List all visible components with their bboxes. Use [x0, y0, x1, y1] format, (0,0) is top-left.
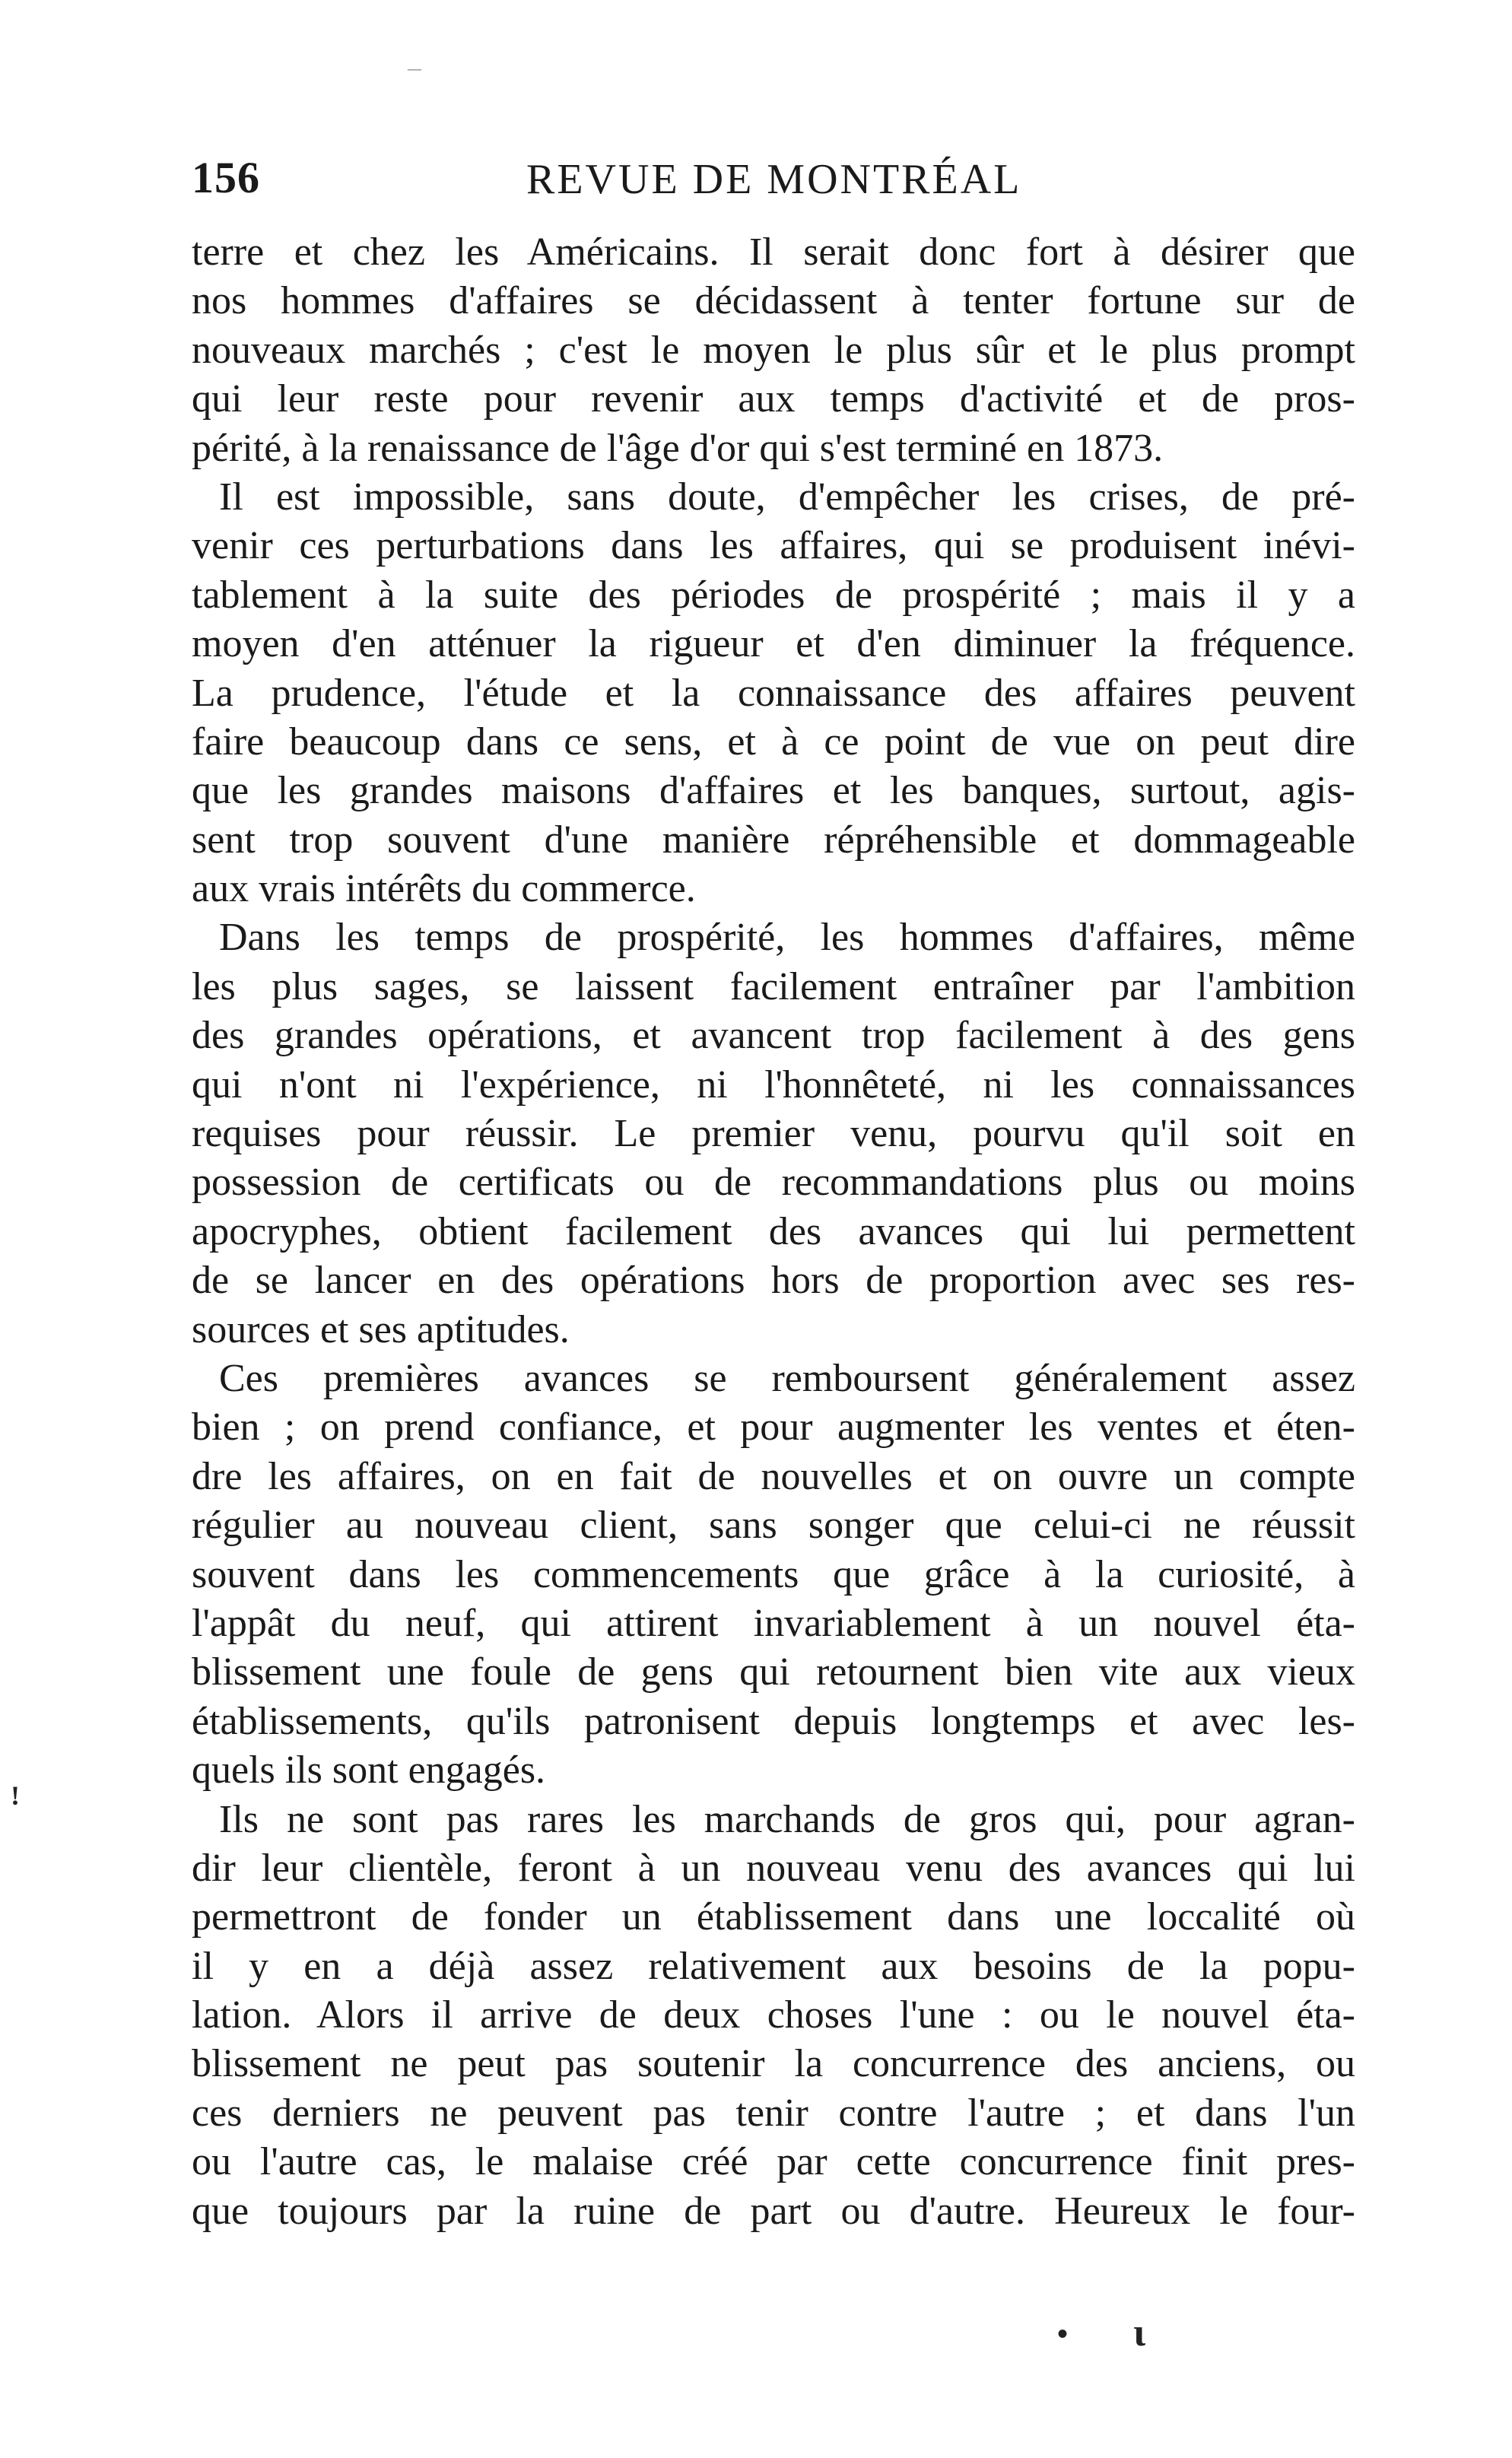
text-line: régulier au nouveau client, sans songer que celui-ci ne réussit	[192, 1504, 1355, 1548]
text-line: ou l'autre cas, le malaise créé par cette concurrence finit pres-	[192, 2140, 1355, 2184]
text-line: blissement une foule de gens qui retournent bien vite aux vieux	[192, 1650, 1355, 1694]
text-line: aux vrais intérêts du commerce.	[192, 867, 696, 911]
stray-mark-left: !	[11, 1780, 20, 1811]
page-number: 156	[192, 153, 260, 202]
text-line: sent trop souvent d'une manière répréhensible et dommageable	[192, 818, 1355, 862]
text-line: Il est impossible, sans doute, d'empêcher les crises, de pré-	[219, 475, 1355, 519]
stray-mark-bottom-dot: •	[1057, 2317, 1069, 2351]
text-line: périté, à la renaissance de l'âge d'or qui s'est terminé en 1873.	[192, 426, 1164, 470]
text-line: des grandes opérations, et avancent trop facilement à des gens	[192, 1014, 1355, 1058]
text-line: l'appât du neuf, qui attirent invariablement à un nouvel éta-	[192, 1601, 1355, 1645]
text-line: moyen d'en atténuer la rigueur et d'en diminuer la fréquence.	[192, 622, 1355, 666]
text-line: qui n'ont ni l'expérience, ni l'honnêteté, ni les connaissances	[192, 1062, 1355, 1107]
text-line: qui leur reste pour revenir aux temps d'activité et de pros-	[192, 377, 1355, 421]
text-line: les plus sages, se laissent facilement entraîner par l'ambition	[192, 964, 1355, 1008]
running-title: REVUE DE MONTRÉAL	[526, 156, 1022, 203]
text-line: sources et ses aptitudes.	[192, 1307, 570, 1351]
text-line: souvent dans les commencements que grâce à la curiosité, à	[192, 1552, 1355, 1596]
text-line: établissements, qu'ils patronisent depuis longtemps et avec les-	[192, 1699, 1355, 1743]
text-line: tablement à la suite des périodes de prospérité ; mais il y a	[192, 573, 1355, 617]
text-line: apocryphes, obtient facilement des avances qui lui permettent	[192, 1209, 1355, 1253]
text-line: permettront de fonder un établissement dans une loccalité où	[192, 1895, 1355, 1939]
text-line: terre et chez les Américains. Il serait donc fort à désirer que	[192, 230, 1355, 274]
text-line: requises pour réussir. Le premier venu, pourvu qu'il soit en	[192, 1112, 1355, 1156]
text-line: quels ils sont engagés.	[192, 1748, 546, 1793]
text-line: ces derniers ne peuvent pas tenir contre l'autre ; et dans l'un	[192, 2091, 1355, 2135]
text-line: que toujours par la ruine de part ou d'autre. Heureux le four-	[192, 2189, 1355, 2233]
text-line: bien ; on prend confiance, et pour augmenter les ventes et éten-	[192, 1405, 1355, 1450]
text-line: Dans les temps de prospérité, les hommes d'affaires, même	[219, 916, 1355, 960]
text-line: il y en a déjà assez relativement aux besoins de la popu-	[192, 1944, 1355, 1988]
stray-mark-bottom-tick: ι	[1133, 2311, 1146, 2355]
text-line: nos hommes d'affaires se décidassent à tenter fortune sur de	[192, 279, 1355, 323]
text-line: nouveaux marchés ; c'est le moyen le plus sûr et le plus prompt	[192, 328, 1355, 372]
text-line: faire beaucoup dans ce sens, et à ce point de vue on peut dire	[192, 719, 1355, 764]
text-line: Ils ne sont pas rares les marchands de gros qui, pour agran-	[219, 1797, 1355, 1841]
body-text	[192, 228, 1355, 2236]
running-head	[192, 152, 1355, 213]
text-line: possession de certificats ou de recommandations plus ou moins	[192, 1161, 1355, 1205]
text-line: Ces premières avances se remboursent généralement assez	[219, 1356, 1355, 1400]
text-line: venir ces perturbations dans les affaires, qui se produisent inévi-	[192, 524, 1355, 568]
text-line: lation. Alors il arrive de deux choses l'une : ou le nouvel éta-	[192, 1993, 1355, 2037]
text-line: de se lancer en des opérations hors de proportion avec ses res-	[192, 1259, 1355, 1303]
text-line: blissement ne peut pas soutenir la concurrence des anciens, ou	[192, 2042, 1355, 2086]
text-line: que les grandes maisons d'affaires et les banques, surtout, agis-	[192, 769, 1355, 813]
stray-mark-top: —	[408, 61, 421, 76]
text-line: dre les affaires, on en fait de nouvelles et on ouvre un compte	[192, 1454, 1355, 1498]
text-line: La prudence, l'étude et la connaissance des affaires peuvent	[192, 671, 1355, 715]
text-line: dir leur clientèle, feront à un nouveau venu des avances qui lui	[192, 1846, 1355, 1890]
